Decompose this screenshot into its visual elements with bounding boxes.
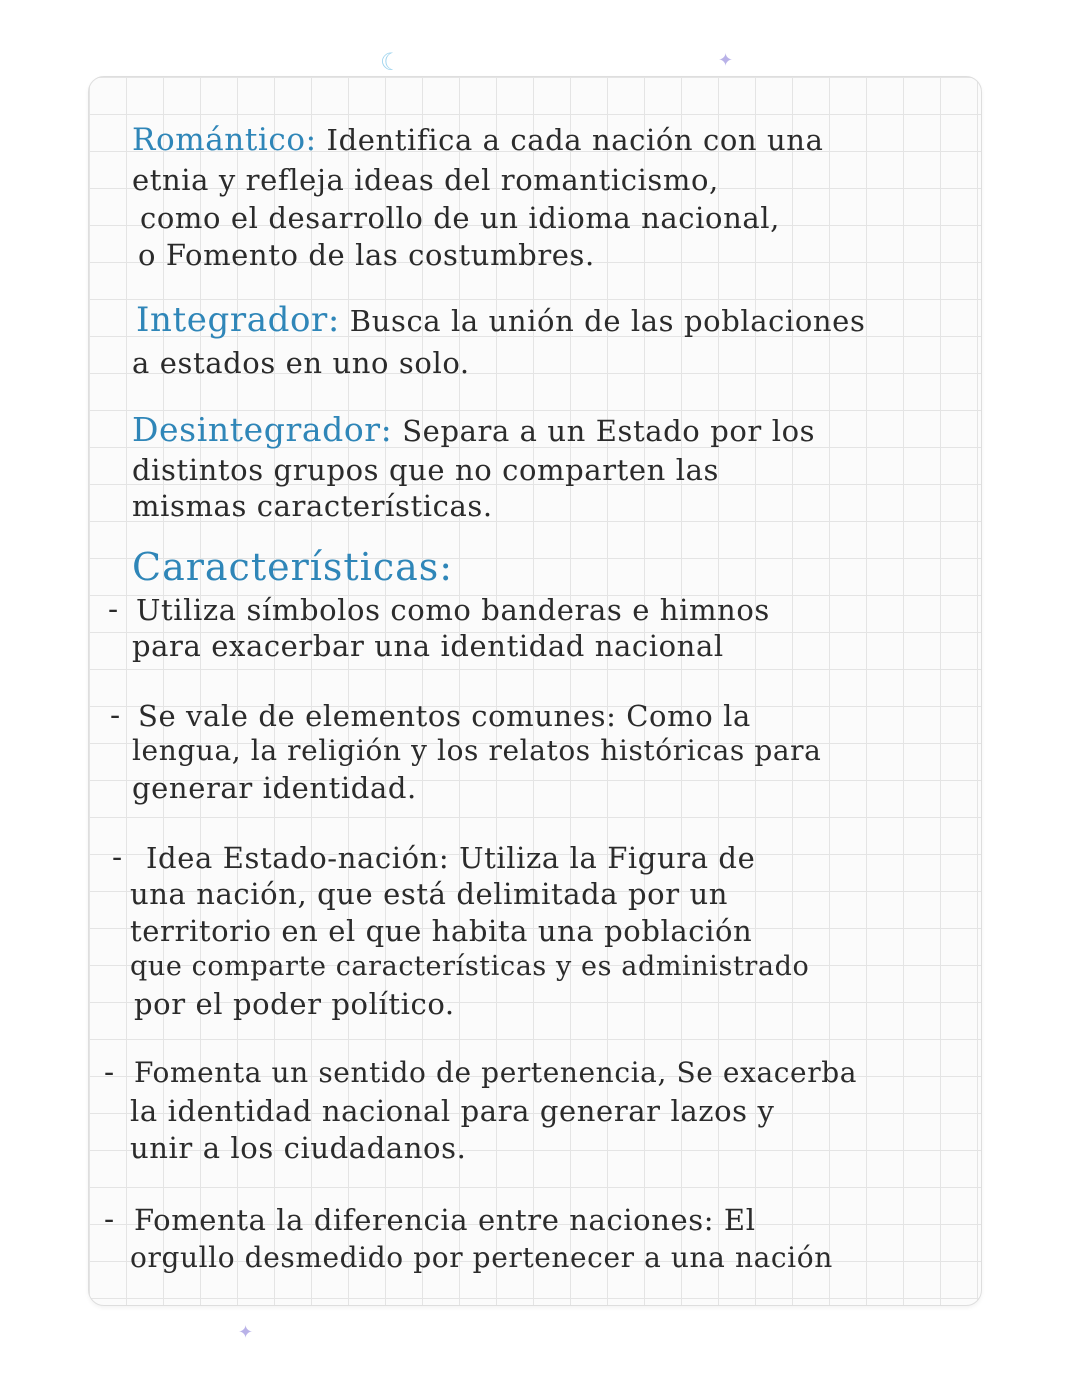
- star-icon: ✦: [238, 1322, 254, 1343]
- item2-line-3: generar identidad.: [132, 771, 417, 805]
- item2-line-2: lengua, la religión y los relatos históricas para: [132, 734, 822, 767]
- item3-line-2: una nación, que está delimitada por un: [130, 877, 729, 911]
- star-icon: ✦: [718, 50, 734, 71]
- term-integrador: Integrador:: [136, 300, 340, 340]
- caracteristicas-heading: Características:: [132, 545, 454, 589]
- integrador-line-1: [136, 302, 865, 339]
- item4-line-2: la identidad nacional para generar lazos y: [130, 1094, 775, 1128]
- bullet-dash: -: [110, 698, 121, 733]
- desintegrador-line-2: distintos grupos que no comparten las: [132, 453, 720, 487]
- item3-line-3: territorio en el que habita una población: [130, 914, 753, 948]
- bullet-dash: -: [104, 1055, 115, 1090]
- bullet-dash: -: [112, 840, 123, 875]
- bullet-dash: -: [104, 1202, 115, 1237]
- item2-line-1: Se vale de elementos comunes: Como la: [138, 699, 751, 733]
- romantico-line-3: como el desarrollo de un idioma nacional,: [140, 201, 780, 235]
- romantico-line-2: etnia y refleja ideas del romanticismo,: [132, 163, 719, 197]
- term-desintegrador: Desintegrador:: [132, 410, 393, 449]
- desintegrador-text-1: Separa a un Estado por los: [402, 414, 816, 448]
- romantico-line-4: o Fomento de las costumbres.: [138, 238, 595, 272]
- integrador-line-2: a estados en uno solo.: [132, 346, 470, 380]
- item3-line-4: que comparte características y es administrado: [130, 951, 810, 982]
- bullet-dash: -: [108, 592, 119, 627]
- item1-line-2: para exacerbar una identidad nacional: [132, 629, 724, 663]
- term-romantico: Romántico:: [132, 122, 317, 158]
- item4-line-3: unir a los ciudadanos.: [130, 1131, 467, 1165]
- moon-icon: ☾: [380, 48, 402, 76]
- romantico-line-1: [132, 122, 823, 158]
- item5-line-2: orgullo desmedido por pertenecer a una nación: [130, 1241, 833, 1274]
- romantico-text-1: Identifica a cada nación con una: [326, 123, 824, 157]
- item4-line-1: Fomenta un sentido de pertenencia, Se exacerba: [134, 1056, 858, 1089]
- desintegrador-line-3: mismas características.: [132, 489, 493, 523]
- item3-line-5: por el poder político.: [134, 987, 455, 1021]
- desintegrador-line-1: [132, 412, 815, 449]
- item5-line-1: Fomenta la diferencia entre naciones: El: [134, 1203, 756, 1237]
- item3-line-1: Idea Estado-nación: Utiliza la Figura de: [146, 841, 756, 875]
- item1-line-1: Utiliza símbolos como banderas e himnos: [136, 593, 770, 627]
- integrador-text-1: Busca la unión de las poblaciones: [349, 304, 866, 338]
